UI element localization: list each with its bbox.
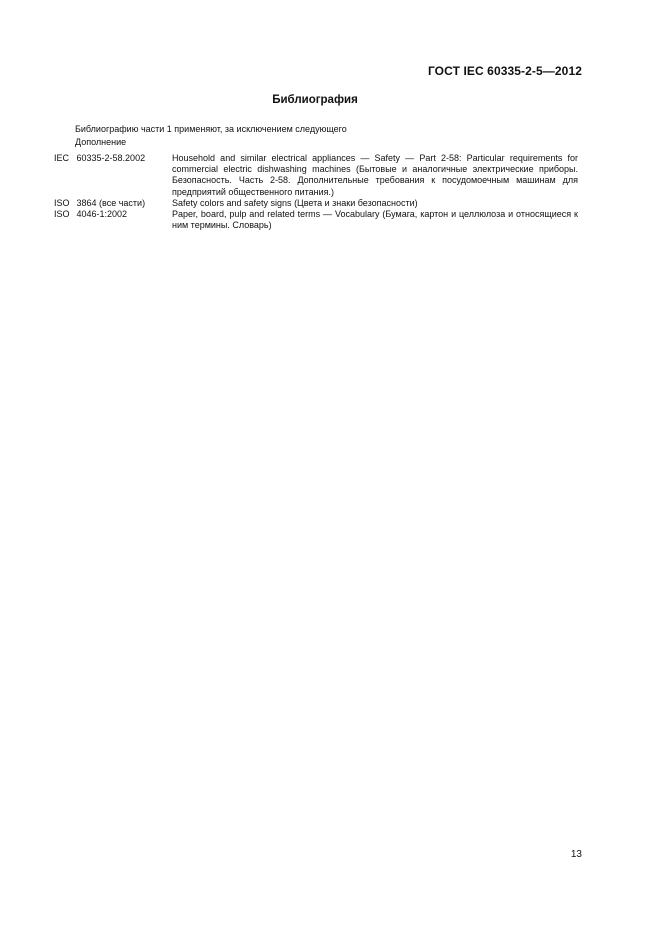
bibliography-reference xyxy=(54,209,172,231)
section-title: Библиография xyxy=(272,94,358,106)
standard-number: 60335-2-58.2002 xyxy=(76,153,146,163)
bibliography-entry xyxy=(54,153,578,198)
bibliography-description: Paper, board, pulp and related terms — Vocabulary (Бумага, картон и целлюлоза и относящиеся к ним термины. Словарь) xyxy=(172,209,578,231)
page-number: 13 xyxy=(570,849,582,860)
standard-org: IEC xyxy=(54,153,70,163)
bibliography-reference xyxy=(54,153,172,198)
standard-number: 3864 (все части) xyxy=(76,197,146,208)
standard-org: ISO xyxy=(54,209,70,220)
intro-text xyxy=(75,123,347,148)
intro-supplement-label: Дополнение xyxy=(75,136,127,147)
standard-org: ISO xyxy=(54,197,70,208)
bibliography-list xyxy=(54,153,578,231)
document-code: ГОСТ IEC 60335-2-5—2012 xyxy=(427,64,582,78)
bibliography-description: Safety colors and safety signs (Цвета и знаки безопасности) xyxy=(172,197,418,208)
bibliography-entry xyxy=(54,198,578,209)
bibliography-description: Household and similar electrical appliances — Safety — Part 2-58: Particular requirements for commercial electric dishwashing machines (Бытовые и аналогичные электрические приборы. Безопасность. Часть 2-58. Дополнительные требования к посудомоечным машинам для предприятий общественного питания.) xyxy=(172,153,578,197)
standard-number: 4046-1:2002 xyxy=(76,209,128,220)
bibliography-reference xyxy=(54,198,172,209)
intro-line: Библиографию части 1 применяют, за исключением следующего xyxy=(75,124,347,134)
bibliography-entry xyxy=(54,209,578,231)
